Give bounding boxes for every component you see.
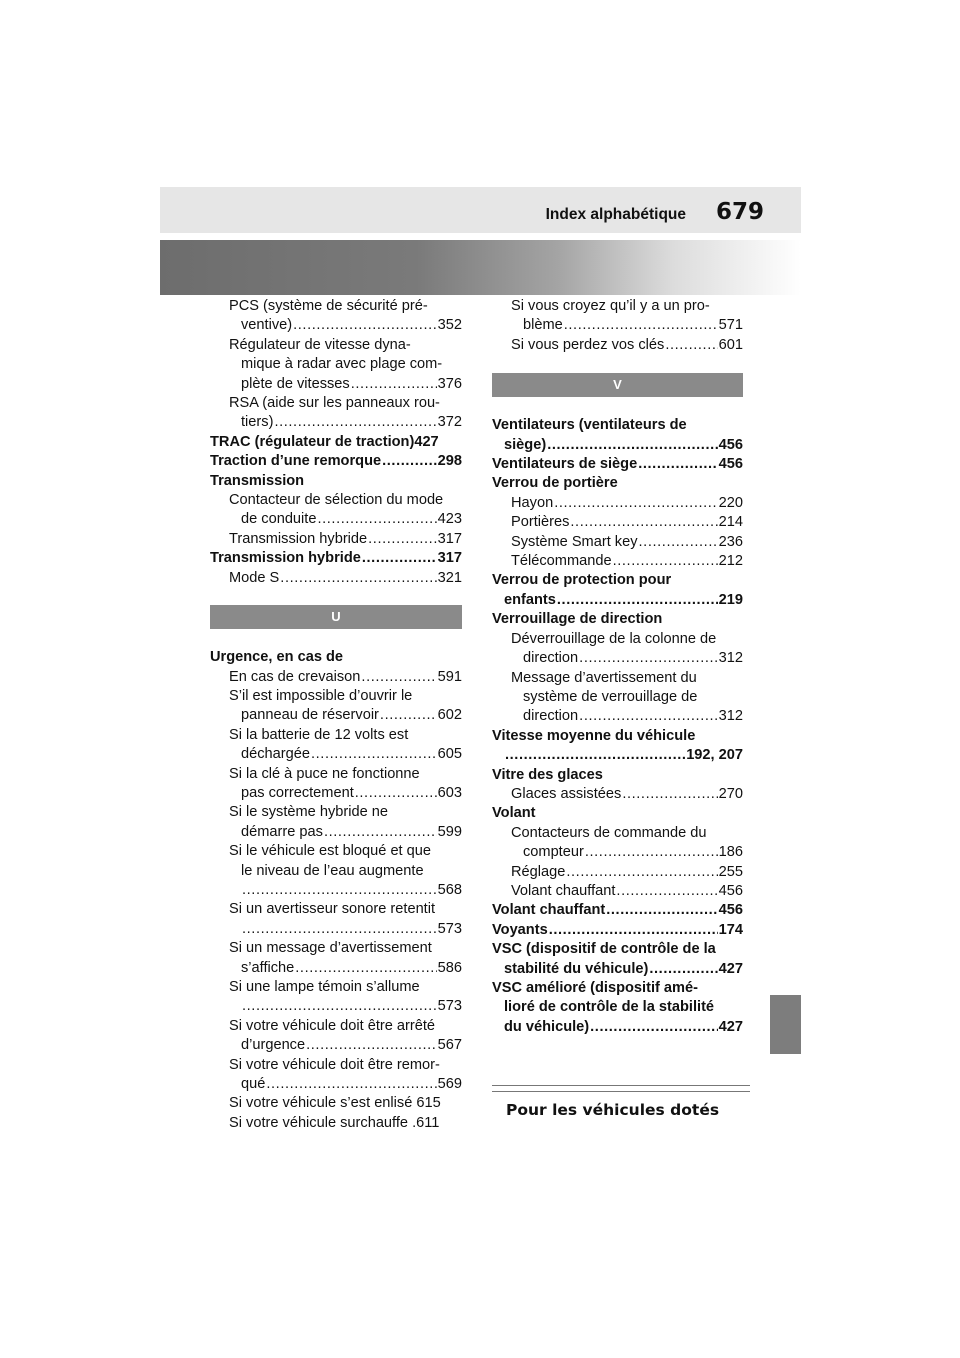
dot-leader [566,863,717,882]
page-reference[interactable]: 321 [437,569,462,586]
entry-line: RSA (aide sur les panneaux rou- [229,395,440,412]
index-subentry [492,513,743,532]
index-subentry [492,863,743,882]
entry-line [511,336,743,355]
dot-leader [585,843,718,862]
index-subentry [492,630,743,669]
page-reference[interactable]: 586 [437,959,462,976]
entry-line: PCS (système de sécurité pré- [229,298,428,314]
entry-line [511,552,743,571]
entry-line: Si votre véhicule doit être remor- [229,1056,440,1073]
entry-line [210,549,462,568]
entry-line [229,745,462,764]
index-entry [492,610,743,629]
dot-leader [649,960,717,979]
entry-text: panneau de réservoir [241,707,379,724]
entry-line: VSC amélioré (dispositif amé- [492,980,698,996]
section-divider [492,1085,750,1092]
entry-line [210,433,462,452]
page-reference[interactable]: 372 [437,414,462,431]
dot-leader [274,413,436,432]
entry-line [210,452,462,471]
index-subentry [210,569,462,588]
dot-leader [351,375,437,394]
page-reference[interactable]: 569 [437,1076,462,1093]
index-entry [492,727,743,766]
index-subentry [492,882,743,901]
entry-line: lioré de contrôle de la stabilité [504,999,715,1016]
entry-line [229,1036,462,1055]
index-entry [492,474,743,493]
dot-leader [547,436,717,455]
index-subentry [210,803,462,842]
entry-line: Si une lampe témoin s’allume [229,979,420,995]
entry-line: Si la clé à puce ne fonctionne [229,765,420,782]
page-reference[interactable]: 255 [718,863,743,880]
index-entry [492,940,743,979]
entry-text: direction [523,650,579,667]
entry-line [492,960,743,979]
header-gradient-band [160,240,801,295]
index-entry [210,472,462,491]
entry-line: VSC (dispositif de contrôle de la [492,941,716,958]
index-column-right [492,297,743,1037]
dot-leader [311,745,437,764]
entry-line [229,1075,462,1094]
index-subentry [492,336,743,355]
dot-leader [361,668,436,687]
dot-leader [622,785,717,804]
index-entry [210,452,462,471]
entry-line [511,316,743,335]
header-bar [160,187,801,233]
dot-leader [579,649,717,668]
index-subentry [210,1056,462,1095]
page-reference[interactable]: 312 [718,650,743,667]
entry-line [229,784,462,803]
page-reference[interactable]: 456 [718,882,743,899]
page-reference[interactable]: 298 [437,453,462,470]
dot-leader [362,549,437,568]
entry-line: Si un message d’avertissement [229,940,432,957]
dot-leader [616,882,717,901]
index-subentry [210,1017,462,1056]
entry-line: Si le véhicule est bloqué et que [229,843,432,860]
entry-line: S’il est impossible d’ouvrir le [229,687,413,704]
page-reference[interactable]: 568 [437,881,462,898]
dot-leader [280,569,436,588]
index-entry [492,921,743,940]
page-reference[interactable]: 427 [718,1018,743,1035]
dot-leader [380,706,437,725]
entry-text: ventive) [241,317,293,334]
page-reference[interactable]: 192, 207 [686,747,743,764]
entry-text: compteur [523,844,584,861]
dot-leader [579,707,717,726]
entry-line: Contacteurs de commande du [511,824,707,841]
index-subentry [492,552,743,571]
page-reference[interactable]: 599 [437,823,462,840]
dot-leader [505,746,685,765]
page-reference[interactable]: 317 [437,550,462,567]
entry-text: Ventilateurs de siège [492,456,638,473]
index-subentry [492,785,743,804]
entry-line: Volant [492,805,536,822]
entry-line [229,316,462,335]
entry-line [229,510,462,529]
page-reference[interactable]: 603 [437,784,462,801]
entry-text: Système Smart key [511,533,638,550]
entry-line: Si votre véhicule surchauffe .611 [229,1114,440,1131]
entry-text: d’urgence [241,1037,306,1054]
entry-line [511,882,743,901]
page-reference[interactable]: 456 [718,456,743,473]
entry-line: Vitesse moyenne du véhicule [492,727,696,744]
entry-text: démarre pas [241,823,323,840]
entry-line: Verrou de portière [492,475,618,492]
index-subentry [210,668,462,687]
page-reference[interactable]: 214 [718,514,743,531]
entry-line: Régulateur de vitesse dyna- [229,336,411,353]
entry-line: le niveau de l’eau augmente [241,862,424,879]
entry-text: Glaces assistées [511,785,622,802]
index-subentry [210,978,462,1017]
page-reference[interactable]: 601 [718,336,743,353]
index-subentry [210,765,462,804]
page-reference[interactable]: 602 [437,707,462,724]
entry-line: Si votre véhicule s’est enlisé 615 [229,1095,441,1112]
entry-text: Volant chauffant [492,902,606,919]
entry-text: Volant chauffant [511,882,616,899]
dot-leader [382,452,437,471]
dot-leader [242,997,437,1016]
page-reference[interactable]: 427 [414,433,439,450]
index-entry [492,979,743,1037]
entry-line [229,959,462,978]
entry-line [492,746,743,765]
dot-leader [549,921,718,940]
entry-line: Si vous croyez qu’il y a un pro- [511,298,710,314]
page-reference[interactable]: 352 [437,317,462,334]
page-reference[interactable]: 427 [718,960,743,977]
entry-text: blème [523,317,563,334]
dot-leader [613,552,718,571]
dot-leader [317,510,436,529]
entry-text: plète de vitesses [241,375,350,392]
entry-line [492,1018,743,1037]
entry-text: déchargée [241,746,310,763]
index-subentry [492,297,743,336]
page-reference[interactable]: 220 [718,494,743,511]
dot-leader [324,823,437,842]
index-subentry [210,687,462,726]
entry-text: Portières [511,514,570,531]
entry-text: enfants [504,591,556,608]
index-subentry [492,494,743,513]
entry-line: Ventilateurs (ventilateurs de [492,417,687,434]
dot-leader [665,336,717,355]
index-entry [492,766,743,785]
index-subentry [492,669,743,727]
entry-line: Si la batterie de 12 volts est [229,726,409,743]
dot-leader [570,513,717,532]
dot-leader [590,1018,717,1037]
page-reference[interactable]: 573 [437,920,462,937]
dot-leader [368,530,436,549]
entry-text: qué [241,1076,266,1093]
entry-text: Télécommande [511,553,612,570]
entry-line [229,375,462,394]
page-reference[interactable]: 174 [718,921,743,938]
section-title: Index alphabétique [545,206,686,223]
entry-line: système de verrouillage de [523,688,698,705]
index-subentry [210,726,462,765]
entry-line: Urgence, en cas de [210,649,344,666]
letter-header: V [492,373,743,397]
entry-text: Mode S [229,569,280,586]
dot-leader [557,591,718,610]
index-entry [210,433,462,452]
page-reference[interactable]: 219 [718,591,743,608]
entry-line [229,706,462,725]
entry-line: Verrouillage de direction [492,611,663,628]
entry-text: Traction d’une remorque [210,453,382,470]
index-entry [492,416,743,455]
dot-leader [564,316,718,335]
index-subentry [210,530,462,549]
entry-line [229,881,462,900]
entry-line: Message d’avertissement du [511,669,697,686]
entry-line [511,533,743,552]
page-reference[interactable]: 186 [718,844,743,861]
page-reference[interactable]: 605 [437,746,462,763]
dot-leader [306,1036,437,1055]
index-entry [492,571,743,610]
entry-line: Contacteur de sélection du mode [229,492,444,509]
entry-text: pas correctement [241,784,354,801]
page-reference[interactable]: 456 [718,902,743,919]
entry-line [229,997,462,1016]
entry-text: Si vous perdez vos clés [511,336,665,353]
entry-line [511,785,743,804]
entry-text: de conduite [241,511,317,528]
index-subentry [210,1094,462,1113]
page-reference[interactable]: 236 [718,533,743,550]
page-reference[interactable]: 376 [437,375,462,392]
entry-line [229,413,462,432]
dot-leader [293,316,437,335]
entry-line [492,591,743,610]
entry-text: Hayon [511,494,554,511]
entry-line: Verrou de protection pour [492,572,672,589]
dot-leader [355,784,437,803]
dot-leader [554,494,717,513]
page-reference[interactable]: 423 [437,511,462,528]
entry-line [229,823,462,842]
index-subentry [210,842,462,900]
page-reference[interactable]: 212 [718,553,743,570]
entry-line [492,921,743,940]
page-reference[interactable]: 573 [437,998,462,1015]
entry-text: siège) [504,436,547,453]
index-subentry [210,297,462,336]
entry-line [492,455,743,474]
index-subentry [210,491,462,530]
page-reference[interactable]: 270 [718,785,743,802]
entry-line [229,569,462,588]
entry-text: Réglage [511,863,566,880]
page-number: 679 [716,199,765,225]
entry-text: Transmission hybride [229,530,368,547]
entry-text: Voyants [492,921,548,938]
index-subentry [210,336,462,394]
entry-text: TRAC (régulateur de traction) [210,433,415,450]
entry-text: direction [523,708,579,725]
entry-line [511,494,743,513]
dot-leader [266,1075,436,1094]
entry-line [511,843,743,862]
footer-note: Pour les véhicules dotés [506,1101,720,1119]
entry-line [511,863,743,882]
entry-line: Vitre des glaces [492,766,603,783]
entry-text: tiers) [241,414,274,431]
index-subentry [210,394,462,433]
index-subentry [492,824,743,863]
entry-line [229,530,462,549]
index-column-left [210,297,462,1133]
entry-text: En cas de crevaison [229,668,361,685]
page-reference[interactable]: 317 [437,530,462,547]
entry-text: s’affiche [241,959,295,976]
dot-leader [638,455,717,474]
dot-leader [295,959,436,978]
page-reference[interactable]: 571 [718,317,743,334]
index-subentry [210,1114,462,1133]
entry-line: mique à radar avec plage com- [241,356,443,373]
index-entry [210,549,462,568]
page-reference[interactable]: 312 [718,708,743,725]
entry-line [229,668,462,687]
entry-line: Si votre véhicule doit être arrêté [229,1017,436,1034]
dot-leader [606,901,717,920]
letter-header: U [210,605,462,629]
entry-line [511,707,743,726]
entry-line: Transmission [210,472,305,489]
index-entry [492,455,743,474]
index-entry [210,648,462,667]
dot-leader [639,533,718,552]
dot-leader [242,920,437,939]
page-reference[interactable]: 456 [718,436,743,453]
index-entry [492,804,743,823]
page-reference[interactable]: 567 [437,1037,462,1054]
page-reference[interactable]: 591 [437,668,462,685]
entry-line [229,920,462,939]
entry-line: Si le système hybride ne [229,804,388,821]
index-subentry [210,939,462,978]
entry-line [492,436,743,455]
index-subentry [210,900,462,939]
entry-text: du véhicule) [504,1018,590,1035]
entry-line: Si un avertisseur sonore retentit [229,901,436,918]
entry-text: stabilité du véhicule) [504,960,649,977]
index-subentry [492,533,743,552]
dot-leader [242,881,437,900]
entry-line [492,901,743,920]
thumb-index-tab [770,995,801,1054]
entry-line [511,513,743,532]
index-entry [492,901,743,920]
entry-line: Déverrouillage de la colonne de [511,630,717,647]
entry-text: Transmission hybride [210,550,361,567]
entry-line [511,649,743,668]
